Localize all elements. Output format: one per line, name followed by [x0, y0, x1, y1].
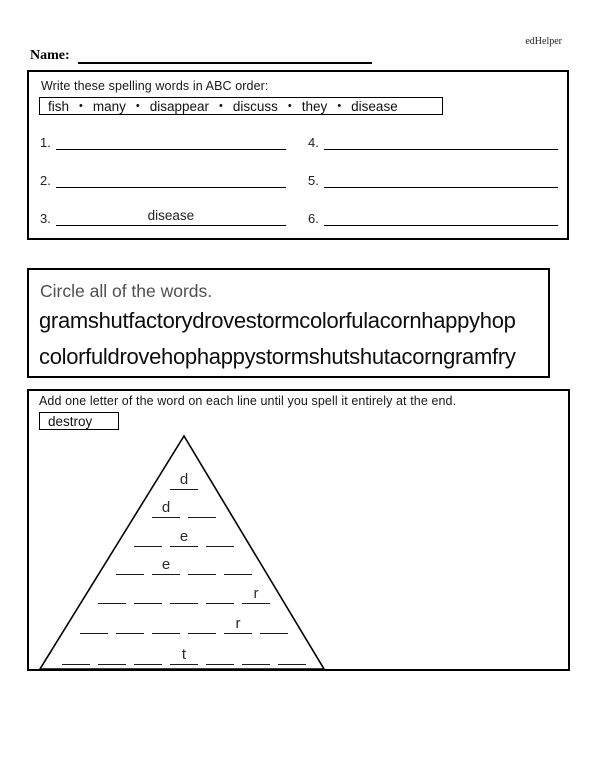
pyramid-blank-slot[interactable] [116, 616, 144, 634]
abc-order-item [308, 206, 558, 226]
abc-order-instruction: Write these spelling words in ABC order: [41, 79, 269, 93]
pyramid-letter-slot[interactable]: e [152, 557, 180, 575]
pyramid-row [170, 472, 198, 490]
pyramid-blank-slot[interactable] [134, 647, 162, 665]
pyramid-blank-slot[interactable] [188, 616, 216, 634]
bullet-separator: • [79, 99, 83, 112]
letter-string-line-2[interactable]: colorfuldrovehophappystormshutshutacorngramfry [39, 344, 516, 369]
pyramid-blank-slot[interactable] [134, 529, 162, 547]
letter-string-line-1[interactable]: gramshutfactorydrovestormcolorfulacornhappyhop [39, 308, 516, 333]
pyramid-blank-slot[interactable] [278, 647, 306, 665]
pyramid-blank-slot[interactable] [188, 500, 216, 518]
circle-words-instruction: Circle all of the words. [40, 281, 213, 301]
item-number: 4. [308, 135, 319, 150]
pyramid-blank-slot[interactable] [242, 647, 270, 665]
pyramid-letter-slot[interactable]: t [170, 647, 198, 665]
pyramid-blank-slot[interactable] [170, 586, 198, 604]
pyramid-blank-slot[interactable] [206, 647, 234, 665]
pyramid-row [80, 616, 288, 634]
bullet-separator: • [287, 99, 292, 112]
item-number: 1. [40, 135, 51, 150]
pyramid-blank-slot[interactable] [206, 529, 234, 547]
item-number: 6. [308, 211, 319, 226]
circle-words-section [27, 268, 550, 378]
pyramid-blank-slot[interactable] [62, 647, 90, 665]
pyramid-letter-slot[interactable]: d [170, 472, 198, 490]
word-bank-word: disappear [149, 98, 210, 114]
pyramid-section [27, 389, 570, 671]
brand-logo: edHelper [525, 36, 562, 47]
name-row [30, 46, 372, 64]
pyramid-blank-slot[interactable] [116, 557, 144, 575]
pyramid-blank-slot[interactable] [224, 557, 252, 575]
pyramid-blank-slot[interactable] [134, 586, 162, 604]
answer-line[interactable]: disease [56, 207, 286, 226]
word-bank-word: fish [48, 98, 70, 114]
item-number: 2. [40, 173, 51, 188]
pyramid-row [62, 647, 306, 665]
item-number: 3. [40, 211, 51, 226]
pyramid-blank-slot[interactable] [188, 557, 216, 575]
abc-order-item [40, 206, 286, 226]
pyramid-instruction: Add one letter of the word on each line until you spell it entirely at the end. [39, 394, 457, 408]
item-number: 5. [308, 173, 319, 188]
pyramid-blank-slot[interactable] [260, 616, 288, 634]
pyramid-blank-slot[interactable] [98, 586, 126, 604]
pyramid-row [98, 586, 270, 604]
word-bank-word: disease [351, 98, 398, 114]
answer-line[interactable] [324, 207, 558, 226]
target-word: destroy [48, 413, 93, 429]
pyramid-row [116, 557, 252, 575]
word-bank-word: discuss [232, 98, 278, 114]
answer-line[interactable] [56, 131, 286, 150]
bullet-separator: • [337, 99, 342, 112]
answer-line[interactable] [324, 169, 558, 188]
name-input-line[interactable] [78, 49, 372, 64]
pyramid-letter-slot[interactable]: r [242, 586, 270, 604]
pyramid-blank-slot[interactable] [206, 586, 234, 604]
answer-line[interactable] [324, 131, 558, 150]
word-bank [39, 97, 443, 115]
bullet-separator: • [135, 99, 140, 112]
abc-order-item [308, 168, 558, 188]
pyramid-row [152, 500, 216, 518]
abc-order-item [308, 130, 558, 150]
abc-order-item [40, 130, 286, 150]
name-label: Name: [30, 48, 70, 63]
pyramid-blank-slot[interactable] [152, 616, 180, 634]
bullet-separator: • [219, 99, 223, 112]
pyramid-letter-slot[interactable]: d [152, 500, 180, 518]
pyramid-letter-slot[interactable]: r [224, 616, 252, 634]
pyramid-row [134, 529, 234, 547]
pyramid-blank-slot[interactable] [80, 616, 108, 634]
word-bank-word: many [92, 98, 126, 114]
abc-order-item [40, 168, 286, 188]
pyramid-blank-slot[interactable] [98, 647, 126, 665]
abc-order-section [27, 70, 569, 240]
word-bank-word: they [301, 98, 328, 114]
pyramid-letter-slot[interactable]: e [170, 529, 198, 547]
answer-line[interactable] [56, 169, 286, 188]
